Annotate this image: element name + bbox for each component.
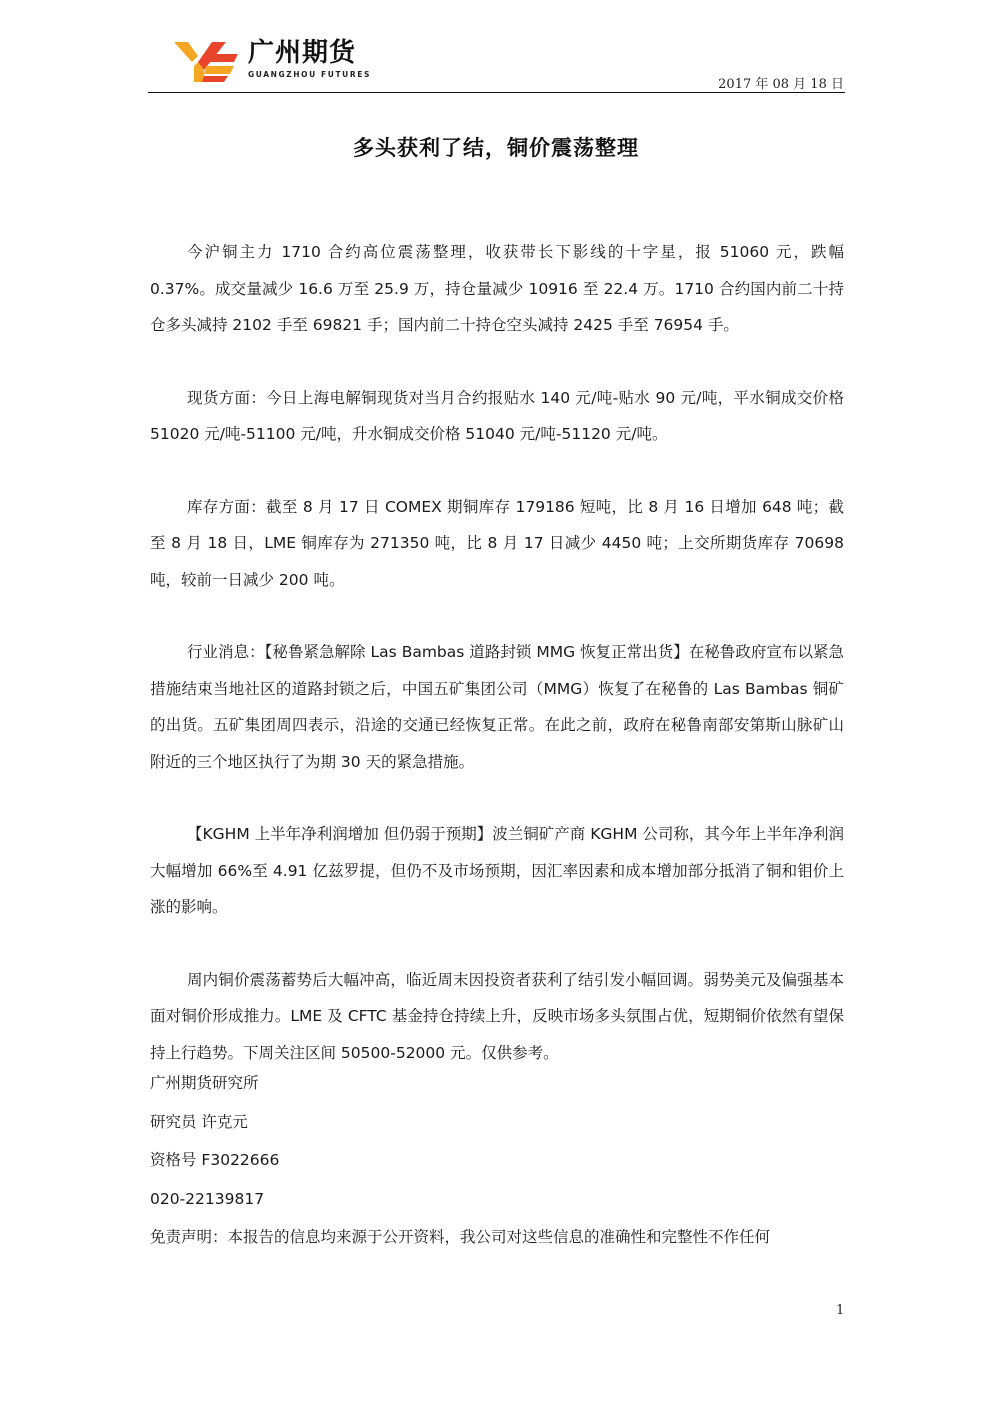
researcher-name: 研究员 许克元 <box>150 1112 248 1131</box>
report-footer <box>150 1064 844 1257</box>
disclaimer-text: 免责声明：本报告的信息均来源于公开资料，我公司对这些信息的准确性和完整性不作任何 <box>150 1228 771 1246</box>
paragraph-outlook: 周内铜价震荡蓄势后大幅冲高，临近周末因投资者获利了结引发小幅回调。弱势美元及偏强基本面对铜价形成推力。LME 及 CFTC 基金持仓持续上升，反映市场多头氛围占优，短期铜价依然有望保持上行趋势。下周关注区间 50500-52000 元。仅供参考。 <box>150 970 844 1062</box>
logo-english-name: GUANGZHOU FUTURES <box>248 70 371 79</box>
header-divider <box>148 92 845 93</box>
company-logo <box>174 38 374 86</box>
logo-mark-icon <box>174 40 240 84</box>
report-date: 2017 年 08 月 18 日 <box>718 77 844 92</box>
paragraph-market: 今沪铜主力 1710 合约高位震荡整理，收获带长下影线的十字星，报 51060 元，跌幅 0.37%。成交量减少 16.6 万至 25.9 万，持仓量减少 10916 至 22.4 万。1710 合约国内前二十持仓多头减持 2102 手至 69821 手；国内前二十持仓空头减持 2425 手至 76954 手。 <box>150 243 844 334</box>
paragraph-kghm-news: 【KGHM 上半年净利润增加 但仍弱于预期】波兰铜矿产商 KGHM 公司称，其今年上半年净利润大幅增加 66%至 4.91 亿兹罗提，但仍不及市场预期，因汇率因素和成本增加部分抵消了铜和钼价上涨的影响。 <box>150 825 844 916</box>
phone-number: 020-22139817 <box>150 1189 265 1208</box>
license-number: 资格号 F3022666 <box>150 1151 280 1169</box>
paragraph-inventory: 库存方面：截至 8 月 17 日 COMEX 期铜库存 179186 短吨，比 8 月 16 日增加 648 吨；截至 8 月 18 日，LME 铜库存为 271350 吨，比 8 月 17 日减少 4450 吨；上交所期货库存 70698 吨，较前一日减少 200 吨。 <box>150 497 844 589</box>
report-body <box>150 234 844 1107</box>
institute-name: 广州期货研究所 <box>150 1074 259 1092</box>
page-number: 1 <box>836 1303 845 1318</box>
paragraph-spot: 现货方面：今日上海电解铜现货对当月合约报贴水 140 元/吨-贴水 90 元/吨，平水铜成交价格 51020 元/吨-51100 元/吨，升水铜成交价格 51040 元/吨-51120 元/吨。 <box>150 388 844 443</box>
logo-chinese-name: 广州期货 <box>248 38 357 68</box>
report-title: 多头获利了结，铜价震荡整理 <box>353 136 639 160</box>
paragraph-industry-news: 行业消息：【秘鲁紧急解除 Las Bambas 道路封锁 MMG 恢复正常出货】在秘鲁政府宣布以紧急措施结束当地社区的道路封锁之后，中国五矿集团公司（MMG）恢复了在秘鲁的 Las Bambas 铜矿的出货。五矿集团周四表示，沿途的交通已经恢复正常。在此之前，政府在秘鲁南部安第斯山脉矿山附近的三个地区执行了为期 30 天的紧急措施。 <box>150 643 844 771</box>
